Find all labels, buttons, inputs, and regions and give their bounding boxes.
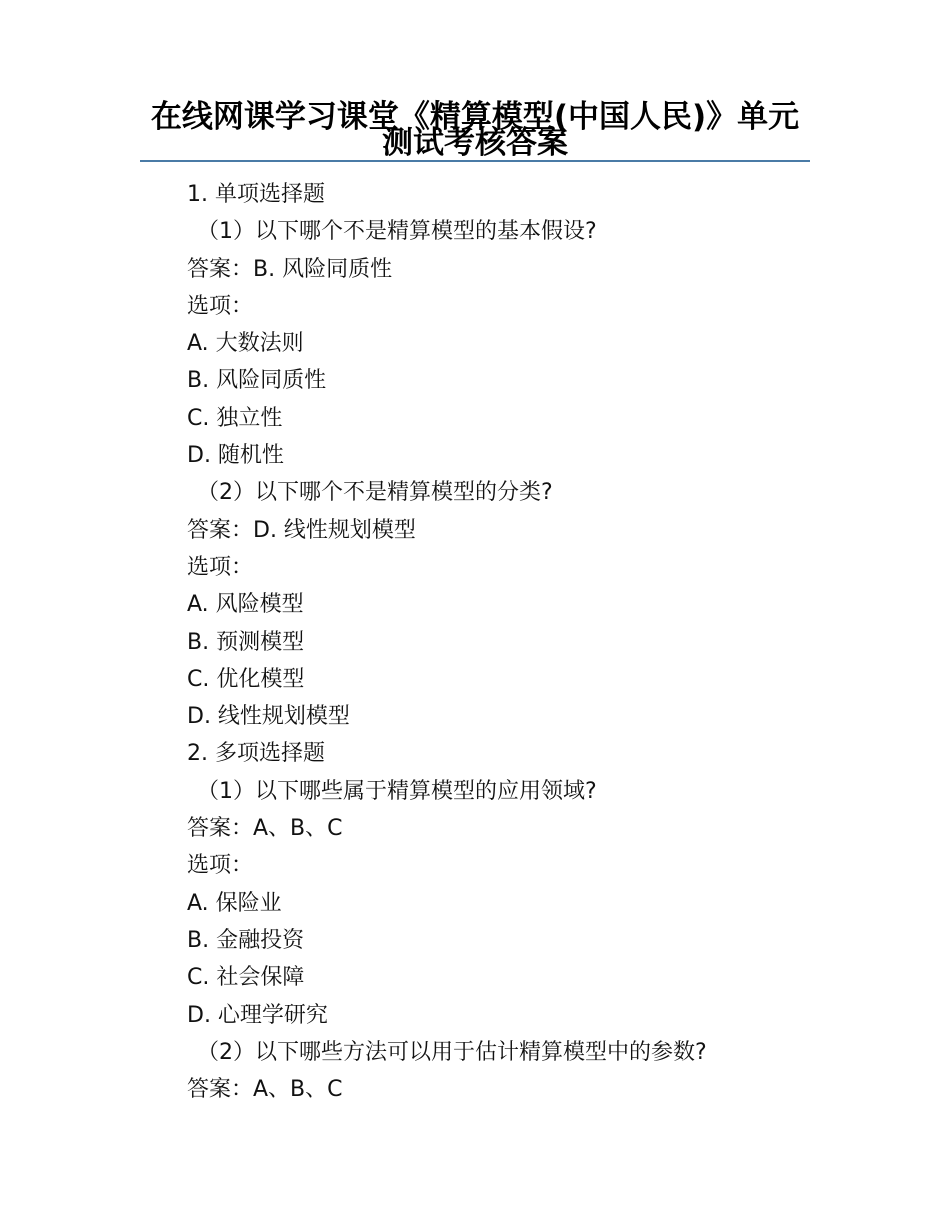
question-text: （2）以下哪个不是精算模型的分类? [197,480,553,506]
section-heading-multiple-choice: 2. 多项选择题 [187,741,325,767]
option-d: D. 心理学研究 [187,1002,328,1028]
option-c: C. 独立性 [187,405,283,431]
option-b: B. 金融投资 [187,927,305,953]
question-text: （1）以下哪些属于精算模型的应用领域? [197,778,597,804]
option-d: D. 随机性 [187,443,284,469]
answer-text: 答案：A、B、C [187,816,343,842]
options-label: 选项： [187,293,254,319]
option-a: A. 大数法则 [187,331,304,357]
option-a: A. 风险模型 [187,592,304,618]
option-b: B. 风险同质性 [187,368,327,394]
option-b: B. 预测模型 [187,629,305,655]
option-c: C. 优化模型 [187,666,305,692]
answer-text: 答案：A、B、C [187,1077,343,1103]
option-a: A. 保险业 [187,890,282,916]
question-text: （2）以下哪些方法可以用于估计精算模型中的参数? [197,1039,707,1065]
options-label: 选项： [187,554,254,580]
option-c: C. 社会保障 [187,965,305,991]
title-underline [140,160,810,162]
question-text: （1）以下哪个不是精算模型的基本假设? [197,219,597,245]
answer-text: 答案：B. 风险同质性 [187,256,393,282]
section-heading-single-choice: 1. 单项选择题 [187,182,325,207]
document-title: 在线网课学习课堂《精算模型(中国人民)》单元测试考核答案 [150,99,800,161]
options-label: 选项： [187,853,254,879]
answer-text: 答案：D. 线性规划模型 [187,517,416,543]
option-d: D. 线性规划模型 [187,704,350,730]
document-body [187,176,827,1108]
